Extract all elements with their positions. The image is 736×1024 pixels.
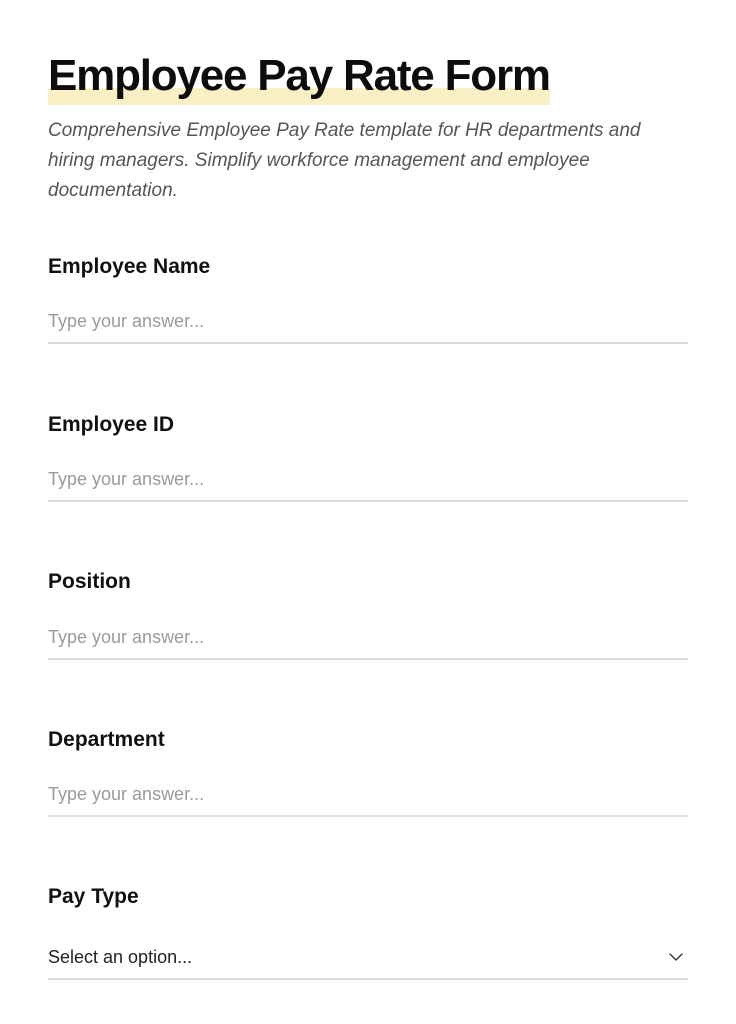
department-input[interactable]: [48, 773, 688, 817]
field-position: [48, 569, 688, 595]
field-employee-id: [48, 412, 688, 438]
pay-type-select[interactable]: [48, 936, 688, 980]
employee-id-input[interactable]: [48, 458, 688, 502]
employee-id-label: Employee ID: [48, 413, 175, 436]
field-pay-type: [48, 884, 688, 967]
position-label: Position: [48, 570, 131, 593]
form-description: Comprehensive Employee Pay Rate template for HR departments and hiring managers. Simplify workforce management and employee documentation.: [48, 120, 641, 201]
employee-name-label: Employee Name: [48, 255, 211, 278]
pay-type-label: Pay Type: [48, 885, 139, 908]
position-input[interactable]: [48, 616, 688, 660]
page-title: Employee Pay Rate Form: [48, 52, 550, 105]
employee-name-input[interactable]: [48, 300, 688, 344]
department-label: Department: [48, 728, 165, 751]
pay-type-selected-value: Select an option...: [48, 946, 193, 967]
title-wrap: [48, 52, 550, 105]
field-department: [48, 727, 688, 753]
field-employee-name: [48, 254, 688, 280]
chevron-down-icon: [668, 949, 684, 965]
